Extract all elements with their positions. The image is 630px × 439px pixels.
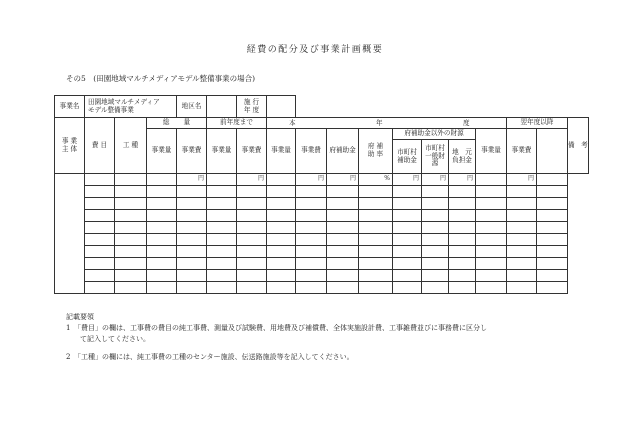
table-row [55,222,589,234]
unit-yen: 円 [296,174,327,186]
table-cell[interactable] [537,282,568,294]
table-cell[interactable] [449,258,476,270]
table-cell[interactable] [537,222,568,234]
fu-hojoritsu-line-1: 府 補 [367,142,384,151]
shichoson-ippan-line-2: 一般財 [425,151,445,160]
table-cell[interactable] [507,246,537,258]
table-cell[interactable] [296,270,327,282]
table-cell[interactable] [449,246,476,258]
table-cell[interactable] [327,210,359,222]
note-item-1 [66,323,487,344]
table-cell[interactable] [237,186,267,198]
table-cell[interactable] [296,282,327,294]
soryo-char-2: 量 [183,118,191,127]
table-cell[interactable] [327,198,359,210]
table-cell[interactable] [267,282,296,294]
table-row [55,198,589,210]
zennendo-jigyohi: 事業費 [237,129,267,174]
table-cell[interactable] [177,258,207,270]
fu-hojoritsu-header [359,129,393,174]
table-cell[interactable] [177,198,207,210]
shichoson-hojo-line-1: 市町村 [397,147,417,156]
zennendo-header: 前年度まで [207,118,267,129]
yokunendo-header: 翌年度以降 [507,118,568,129]
shiko-nendo-line-1: 施 行 [243,97,260,106]
table-cell[interactable] [207,186,237,198]
table-cell[interactable] [237,258,267,270]
table-cell[interactable] [449,222,476,234]
table-cell[interactable] [507,282,537,294]
table-row [55,258,589,270]
fu-hojo-igai-header: 府補助金以外の財源 [393,129,476,140]
table-cell[interactable] [147,246,177,258]
table-cell[interactable] [85,234,115,246]
table-cell[interactable] [393,186,422,198]
table-cell[interactable] [115,222,147,234]
table-cell[interactable] [537,270,568,282]
table-cell[interactable] [449,186,476,198]
unit-pct: % [359,174,393,186]
table-cell[interactable] [422,210,449,222]
honnendo-jigyohi: 事業費 [296,129,327,174]
jigyo-shutai-line-1: 事 業 [61,136,78,145]
table-cell[interactable] [393,282,422,294]
table-cell[interactable] [422,282,449,294]
table-cell[interactable] [237,198,267,210]
table-cell[interactable] [147,222,177,234]
table-cell[interactable] [177,246,207,258]
table-cell[interactable] [207,210,237,222]
table-cell[interactable] [327,258,359,270]
jigyo-shutai-cell[interactable] [55,174,85,294]
table-cell[interactable] [147,234,177,246]
table-cell[interactable] [507,222,537,234]
table-cell[interactable] [476,210,507,222]
table-cell[interactable] [359,222,393,234]
table-cell[interactable] [296,246,327,258]
table-cell[interactable] [422,258,449,270]
table-cell[interactable] [177,186,207,198]
soryo-char-1: 総 [162,118,170,127]
unit-yen: 円 [327,174,359,186]
table-cell[interactable] [359,210,393,222]
jigyomei-value-line-2: モデル整備事業 [88,105,134,114]
table-cell[interactable] [147,174,177,186]
table-cell[interactable] [267,198,296,210]
table-cell[interactable] [449,210,476,222]
zennendo-jigyoryo: 事業量 [207,129,237,174]
table-cell[interactable] [359,186,393,198]
table-cell[interactable] [449,234,476,246]
table-cell[interactable] [296,234,327,246]
table-cell[interactable] [507,234,537,246]
soryo-jigyoryo: 事業量 [147,129,177,174]
chikumei-value[interactable] [207,96,237,118]
table-cell[interactable] [237,234,267,246]
table-cell[interactable] [115,258,147,270]
table-cell[interactable] [449,282,476,294]
table-cell[interactable] [327,246,359,258]
table-cell[interactable] [507,186,537,198]
fu-hojokin-header: 府補助金 [327,129,359,174]
table-cell[interactable] [327,186,359,198]
table-cell[interactable] [267,270,296,282]
table-cell[interactable] [537,186,568,198]
jigyo-shutai-line-2: 主 体 [61,144,78,153]
table-cell[interactable] [422,270,449,282]
table-cell[interactable] [207,282,237,294]
table-cell[interactable] [237,222,267,234]
table-cell[interactable] [476,270,507,282]
honnendo-char-3: 度 [463,119,470,127]
table-cell[interactable] [177,270,207,282]
table-cell[interactable] [147,198,177,210]
table-cell[interactable] [267,210,296,222]
table-cell[interactable] [237,270,267,282]
jimoto-line-1: 地 元 [452,147,472,156]
table-cell[interactable] [393,210,422,222]
table-cell[interactable] [207,234,237,246]
unit-yen: 円 [237,174,267,186]
table-cell[interactable] [393,222,422,234]
table-cell[interactable] [422,234,449,246]
table-cell[interactable] [422,198,449,210]
koshu-header: 工 種 [115,118,147,174]
table-cell[interactable] [115,186,147,198]
table-cell[interactable] [85,282,115,294]
table-row [55,174,589,186]
table-cell[interactable] [359,282,393,294]
note-item-1-line-2: て記入してください。 [80,334,150,343]
table-cell[interactable] [537,174,568,186]
table-cell[interactable] [296,186,327,198]
table-cell[interactable] [115,282,147,294]
table-cell[interactable] [237,246,267,258]
jimoto-line-2: 負担金 [452,155,472,164]
fu-hojoritsu-line-2: 助 率 [367,150,384,158]
table-cell[interactable] [327,234,359,246]
honnendo-jigyoryo: 事業量 [267,129,296,174]
table-cell[interactable] [422,246,449,258]
table-cell[interactable] [177,234,207,246]
table-cell[interactable] [296,210,327,222]
table-cell[interactable] [85,222,115,234]
shiko-nendo-line-2: 年 度 [243,105,260,114]
table-cell[interactable] [85,174,115,186]
table-cell[interactable] [422,222,449,234]
unit-yen: 円 [422,174,449,186]
table-cell[interactable] [393,234,422,246]
table-cell[interactable] [207,174,237,186]
table-cell[interactable] [537,258,568,270]
yokunendo-jigyoryo: 事業量 [476,129,507,174]
header-row-2 [55,118,589,129]
shiko-nendo-label [237,96,267,118]
table-cell[interactable] [476,174,507,186]
unit-yen: 円 [449,174,476,186]
table-cell[interactable] [359,258,393,270]
table-cell[interactable] [177,222,207,234]
shiko-nendo-value[interactable] [267,96,296,118]
honnendo-char-1: 本 [289,119,296,127]
table-cell[interactable] [147,270,177,282]
table-cell[interactable] [393,198,422,210]
table-cell[interactable] [207,258,237,270]
chikumei-label: 地区名 [177,96,207,118]
table-cell[interactable] [177,210,207,222]
jimoto-header [449,140,476,174]
table-cell[interactable] [267,234,296,246]
notes-heading: 記載要領 [66,313,94,321]
table-cell[interactable] [537,246,568,258]
table-cell[interactable] [207,246,237,258]
table-row [55,270,589,282]
table-cell[interactable] [147,210,177,222]
note-item-1-line-1: 1 「費目」の欄は、工事費の費目の純工事費、測量及び試験費、用地費及び補償費、全体実施設計費、工事雑費並びに事務費に区分し [66,324,487,332]
table-cell[interactable] [476,186,507,198]
table-cell[interactable] [147,258,177,270]
table-row [55,234,589,246]
table-cell[interactable] [207,198,237,210]
table-cell[interactable] [267,246,296,258]
honnendo-header [267,118,507,129]
table-cell[interactable] [115,234,147,246]
jigyomei-value-line-1: 田園地域マルチメディア [88,97,160,106]
jigyomei-label: 事業名 [55,96,85,118]
table-cell[interactable] [237,210,267,222]
table-cell[interactable] [267,222,296,234]
table-cell[interactable] [476,198,507,210]
table-cell[interactable] [476,222,507,234]
table-cell[interactable] [507,258,537,270]
table-cell[interactable] [85,246,115,258]
table-cell[interactable] [393,246,422,258]
page-title: 経費の配分及び事業計画概要 [246,45,384,55]
shichoson-hojo-line-2: 補助金 [397,155,417,164]
unit-yen: 円 [393,174,422,186]
table-cell[interactable] [296,198,327,210]
table-cell[interactable] [507,270,537,282]
unit-yen: 円 [507,174,537,186]
jigyomei-value [85,96,177,118]
table-cell[interactable] [476,282,507,294]
table-cell[interactable] [449,198,476,210]
table-cell[interactable] [327,222,359,234]
table-cell[interactable] [449,270,476,282]
table-cell[interactable] [147,186,177,198]
table-cell[interactable] [85,270,115,282]
table-cell[interactable] [359,198,393,210]
plan-form-table [54,95,589,294]
table-cell[interactable] [327,282,359,294]
jigyo-shutai-header [55,118,85,174]
table-cell[interactable] [267,174,296,186]
soryo-header [147,118,207,129]
table-cell[interactable] [393,270,422,282]
table-cell[interactable] [359,234,393,246]
table-cell[interactable] [507,198,537,210]
table-cell[interactable] [207,270,237,282]
blank-area [296,96,568,118]
shichoson-ippan-line-3: 源 [431,159,439,168]
table-cell[interactable] [537,234,568,246]
table-cell[interactable] [85,186,115,198]
note-item-2: 2 「工種」の欄には、純工事費の工種のセンター施設、伝送路施設等を記入してください。 [66,353,354,361]
table-row [55,282,589,294]
table-cell[interactable] [537,198,568,210]
shichoson-hojo-header [393,140,422,174]
table-cell[interactable] [85,198,115,210]
table-cell[interactable] [85,258,115,270]
table-cell[interactable] [237,282,267,294]
table-cell[interactable] [115,198,147,210]
table-cell[interactable] [267,186,296,198]
biko-header: 備 考 [568,118,589,174]
table-row [55,246,589,258]
shichoson-ippan-line-1: 市町村 [425,144,445,153]
table-cell[interactable] [422,186,449,198]
table-cell[interactable] [359,246,393,258]
honnendo-char-2: 年 [376,119,383,127]
table-cell[interactable] [393,258,422,270]
table-cell[interactable] [296,222,327,234]
table-cell[interactable] [115,210,147,222]
table-cell[interactable] [476,246,507,258]
shichoson-ippan-header [422,140,449,174]
table-cell[interactable] [359,270,393,282]
table-cell[interactable] [296,258,327,270]
table-cell[interactable] [537,210,568,222]
table-cell[interactable] [476,258,507,270]
table-row [55,186,589,198]
soryo-jigyohi: 事業費 [177,129,207,174]
table-cell[interactable] [115,174,147,186]
table-cell[interactable] [115,246,147,258]
page-subtitle: その5 (田園地域マルチメディアモデル整備事業の場合) [66,74,256,83]
yokunendo-jigyohi: 事業費 [507,129,537,174]
unit-yen: 円 [177,174,207,186]
table-cell[interactable] [115,270,147,282]
table-cell[interactable] [147,282,177,294]
table-cell[interactable] [177,282,207,294]
table-cell[interactable] [476,234,507,246]
table-cell[interactable] [327,270,359,282]
header-row-1 [55,96,589,118]
table-cell[interactable] [207,222,237,234]
table-cell[interactable] [267,258,296,270]
himoku-header: 費 目 [85,118,115,174]
table-row [55,210,589,222]
table-cell[interactable] [507,210,537,222]
table-cell[interactable] [85,210,115,222]
